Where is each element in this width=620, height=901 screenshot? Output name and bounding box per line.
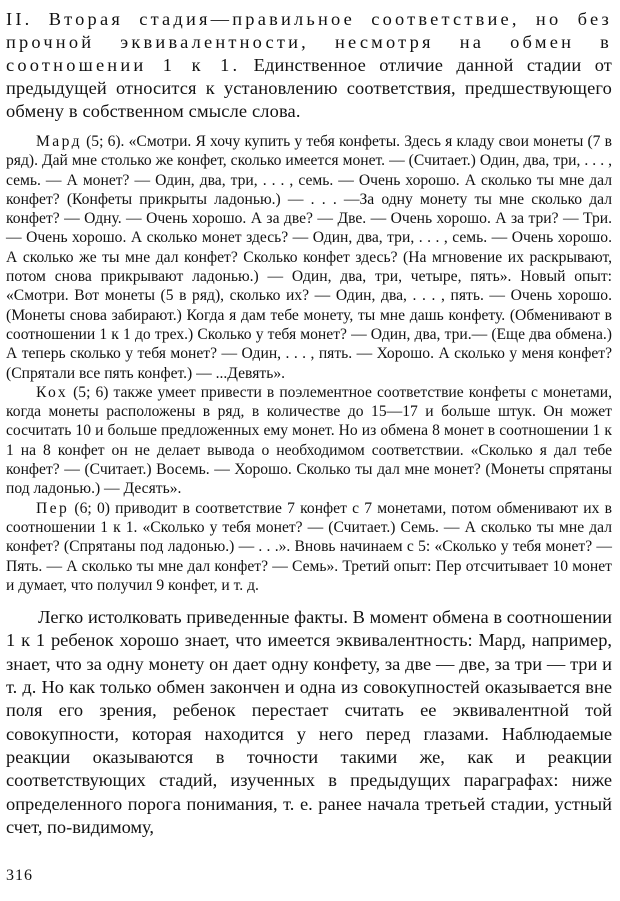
example-koh (6, 383, 612, 499)
section-intro-text: Единственное отличие данной стадии от предыдущей относится к установлению соответствия, предшествующего обмену в собственном смысле слова. (6, 55, 612, 121)
example-text: (5; 6). «Смотри. Я хочу купить у тебя конфеты. Здесь я кладу свои монеты (7 в ряд). Дай мне столько же конфет, сколько имеется монет. — (Считает.) Один, два, три, . . . , семь. — А монет? — Один, два, три, . . . , семь. — Очень хорошо. А сколько ты мне дал конфет? (Конфеты прикрыты ладонью.) — . . . —За одну монету ты мне сколько дал конфет? — Одну. — Очень хорошо. А за две? — Две. — Очень хорошо. А за три? — Три. — Очень хорошо. А сколько монет здесь? — Один, два, три, . . . , семь. — Очень хорошо. А сколько же ты мне дал конфет? Сколько конфет здесь? (На мгновение их раскрывают, потом снова прикрывают ладонью.) — Один, два, три, четыре, пять». Новый опыт: «Смотри. Вот монеты (5 в ряд), сколько их? — Один, два, . . . , пять. — Очень хорошо. (Монеты снова забирают.) Когда я дам тебе монету, ты мне дашь конфету. (Обменивают в соотношении 1 к 1 до трех.) Сколько у тебя монет? — Один, два, три.— (Еще два обмена.) А теперь сколько у тебя монет? — Один, . . . , пять. — Хорошо. А сколько у меня конфет? (Спрятали все пять конфет.) — ...Девять». (6, 133, 612, 382)
example-per (6, 499, 612, 595)
example-text: (5; 6) также умеет привести в поэлементное соответствие конфеты с монетами, когда монеты расположены в ряд, в количестве до 15—17 и больше штук. Он может сосчитать 10 и больше предложенных ему монет. Но из обмена 8 монет в соотношении 1 к 1 на 8 конфет он не делает вывода о необходимом соответствии. «Сколько я дал тебе конфет? — (Считает.) Восемь. — Хорошо. Сколько ты дал мне монет? (Монеты спрятаны под ладонью.) — Десять». (6, 383, 612, 498)
section-heading: II. Вторая стадия—правильное соответствие, но без прочной эквивалентности, несмотря на обмен в соотношении 1 к 1. (6, 9, 612, 75)
subject-name: Кох (36, 383, 69, 401)
subject-name: Пер (36, 499, 70, 517)
example-text: (6; 0) приводит в соответствие 7 конфет с 7 монетами, потом обменивают их в соотношении 1 к 1. «Сколько у тебя монет? — (Считает.) Семь. — А сколько ты мне дал конфет? (Спрятаны под ладонью.) — . . .». Вновь начинаем с 5: «Сколько у тебя монет? — Пять. — А сколько ты мне дал конфет? — Семь». Третий опыт: Пер отсчитывает 10 монет и думает, что получил 9 конфет, и т. д. (6, 499, 612, 594)
example-mard (6, 132, 612, 383)
page-number: 316 (6, 867, 33, 884)
subject-name: Мард (36, 133, 82, 150)
section-ii-paragraph (6, 8, 612, 123)
discussion-paragraph: Легко истолковать приведенные факты. В момент обмена в соотношении 1 к 1 ребенок хорошо знает, что имеется эквивалентность: Мард, например, знает, что за одну монету он дает одну конфету, за две — две, за три — три и т. д. Но как только обмен закончен и одна из совокупностей оказывается вне поля его зрения, ребенок перестает считать ее эквивалентной той совокупности, которая находится у него перед глазами. Наблюдаемые реакции оказываются в точности такими же, как и реакции соответствующих стадий, изученных в предыдущих параграфах: ниже определенного порога понимания, т. е. ранее начала третьей стадии, устный счет, по-видимому, (6, 607, 612, 837)
